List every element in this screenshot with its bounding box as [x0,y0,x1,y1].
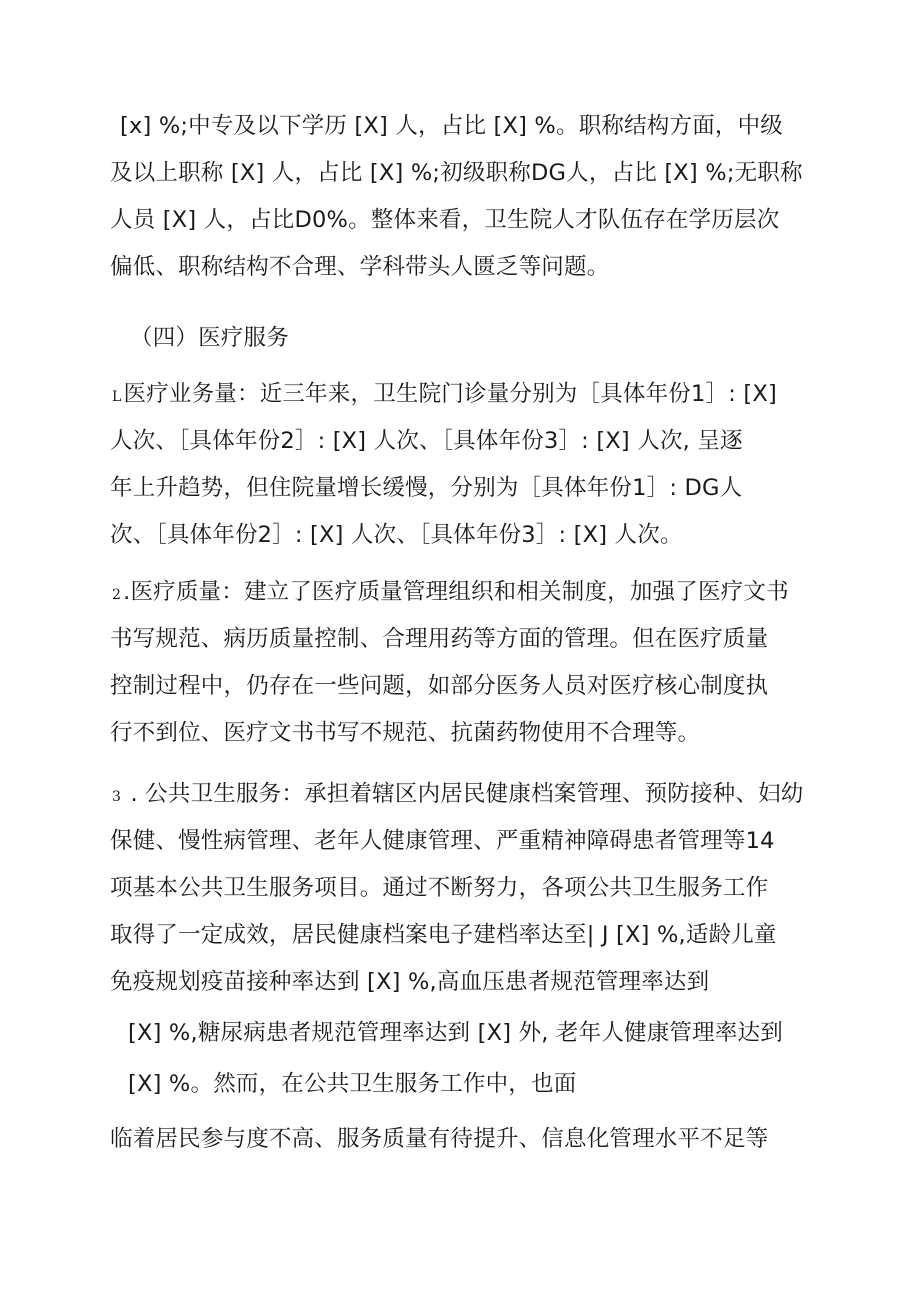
text-line: 人员 [X] 人，占比D0%。整体来看，卫生院人才队伍存在学历层次 [110,207,780,233]
list-marker: 2 [112,587,122,603]
text-line: [x] %;中专及以下学历 [X] 人，占比 [X] %。职称结构方面，中级 [120,113,784,139]
text-line: 保健、慢性病管理、老年人健康管理、严重精神障碍患者管理等14 [110,828,775,854]
list-item-3 [112,778,803,813]
text-line: 人次、［具体年份2］: [X] 人次、［具体年份3］: [X] 人次, 呈逐 [110,428,743,454]
list-marker: 3 [112,789,122,805]
section-heading: （四）医疗服务 [130,325,289,351]
text-line: 书写规范、病历质量控制、合理用药等方面的管理。但在医疗质量 [110,626,769,652]
text-line: 临着居民参与度不高、服务质量有待提升、信息化管理水平不足等 [110,1126,769,1152]
text-line: 偏低、职称结构不合理、学科带头人匮乏等问题。 [110,254,610,280]
text-line: .医疗质量：建立了医疗质量管理组织和相关制度，加强了医疗文书 [123,579,789,605]
text-line: 取得了一定成效，居民健康档案电子建档率达至| J [X] %,适龄儿童 [110,922,777,948]
text-line: [X] %,糖尿病患者规范管理率达到 [X] 外, 老年人健康管理率达到 [128,1020,783,1046]
text-line: 控制过程中，仍存在一些问题，如部分医务人员对医疗核心制度执 [110,673,769,699]
text-line: 免疫规划疫苗接种率达到 [X] %,高血压患者规范管理率达到 [110,969,710,995]
text-line: 医疗业务量：近三年来，卫生院门诊量分别为［具体年份1］: [X] [123,381,777,407]
text-line: 年上升趋势，但住院量增长缓慢，分别为［具体年份1］: DG人 [110,475,743,501]
text-line: 次、［具体年份2］: [X] 人次、［具体年份3］: [X] 人次。 [110,522,683,548]
text-line: [X] %。然而，在公共卫生服务工作中，也面 [128,1071,577,1097]
list-item-1 [112,378,777,413]
text-line: 及以上职称 [X] 人，占比 [X] %;初级职称DG人，占比 [X] %;无职称 [110,160,803,186]
list-item-2 [112,576,789,611]
list-marker: L [112,389,122,405]
text-line: 项基本公共卫生服务项目。通过不断努力，各项公共卫生服务工作 [110,875,769,901]
text-line: 行不到位、医疗文书书写不规范、抗菌药物使用不合理等。 [110,720,701,746]
text-line: . 公共卫生服务：承担着辖区内居民健康档案管理、预防接种、妇幼 [123,781,804,807]
